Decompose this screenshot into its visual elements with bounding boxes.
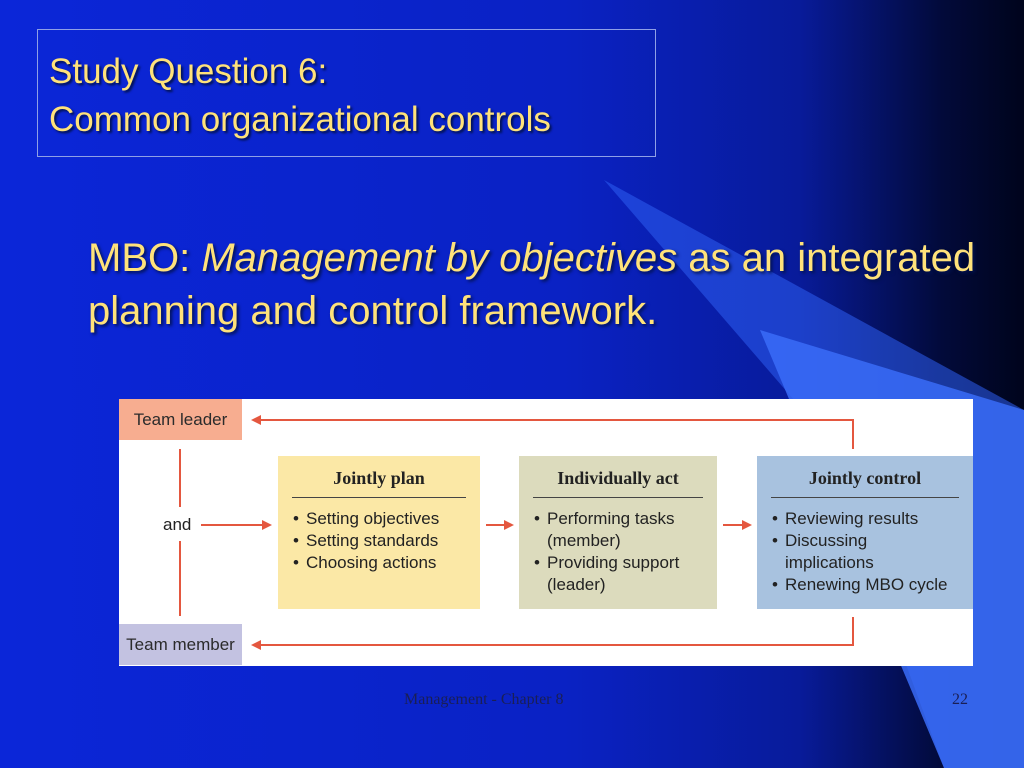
jointly-plan-title: Jointly plan: [292, 456, 466, 498]
body-emphasis: Management by objectives: [201, 236, 678, 280]
bottom-feedback-arrow: [254, 617, 853, 645]
footer-text: Management - Chapter 8: [404, 691, 564, 708]
mbo-diagram: [119, 399, 973, 666]
jointly-control-list: [771, 508, 959, 596]
list-item-subtext: (member): [547, 531, 621, 550]
list-item-subtext: (leader): [547, 575, 606, 594]
jointly-plan-list: [292, 508, 466, 574]
slide-title-line-1: Study Question 6:: [49, 52, 328, 91]
jointly-plan-box: [278, 456, 480, 609]
slide-title-line-2: Common organizational controls: [49, 100, 551, 139]
list-item: • Choosing actions: [306, 552, 466, 574]
body-prefix: MBO:: [88, 236, 202, 280]
list-item: • Discussing implications: [785, 530, 959, 574]
jointly-control-box: [757, 456, 973, 609]
team-member-label: Team member: [119, 624, 242, 665]
body-text: [88, 232, 988, 338]
individually-act-box: [519, 456, 717, 609]
and-label: and: [163, 515, 192, 534]
title-box: [37, 29, 656, 157]
list-item-text: Performing tasks: [547, 509, 675, 528]
list-item: • Reviewing results: [785, 508, 959, 530]
list-item: [547, 508, 703, 552]
list-item: [547, 552, 703, 596]
team-leader-label: Team leader: [119, 399, 242, 440]
jointly-control-title: Jointly control: [771, 456, 959, 498]
individually-act-title: Individually act: [533, 456, 703, 498]
list-item-text: Providing support: [547, 553, 680, 572]
list-item: • Setting standards: [306, 530, 466, 552]
body-suffix: as an integrated planning and control framework.: [88, 236, 976, 333]
individually-act-list: [533, 508, 703, 596]
list-item: • Renewing MBO cycle: [785, 574, 959, 596]
list-item: • Setting objectives: [306, 508, 466, 530]
top-feedback-arrow: [254, 420, 853, 449]
page-number: 22: [952, 691, 968, 708]
